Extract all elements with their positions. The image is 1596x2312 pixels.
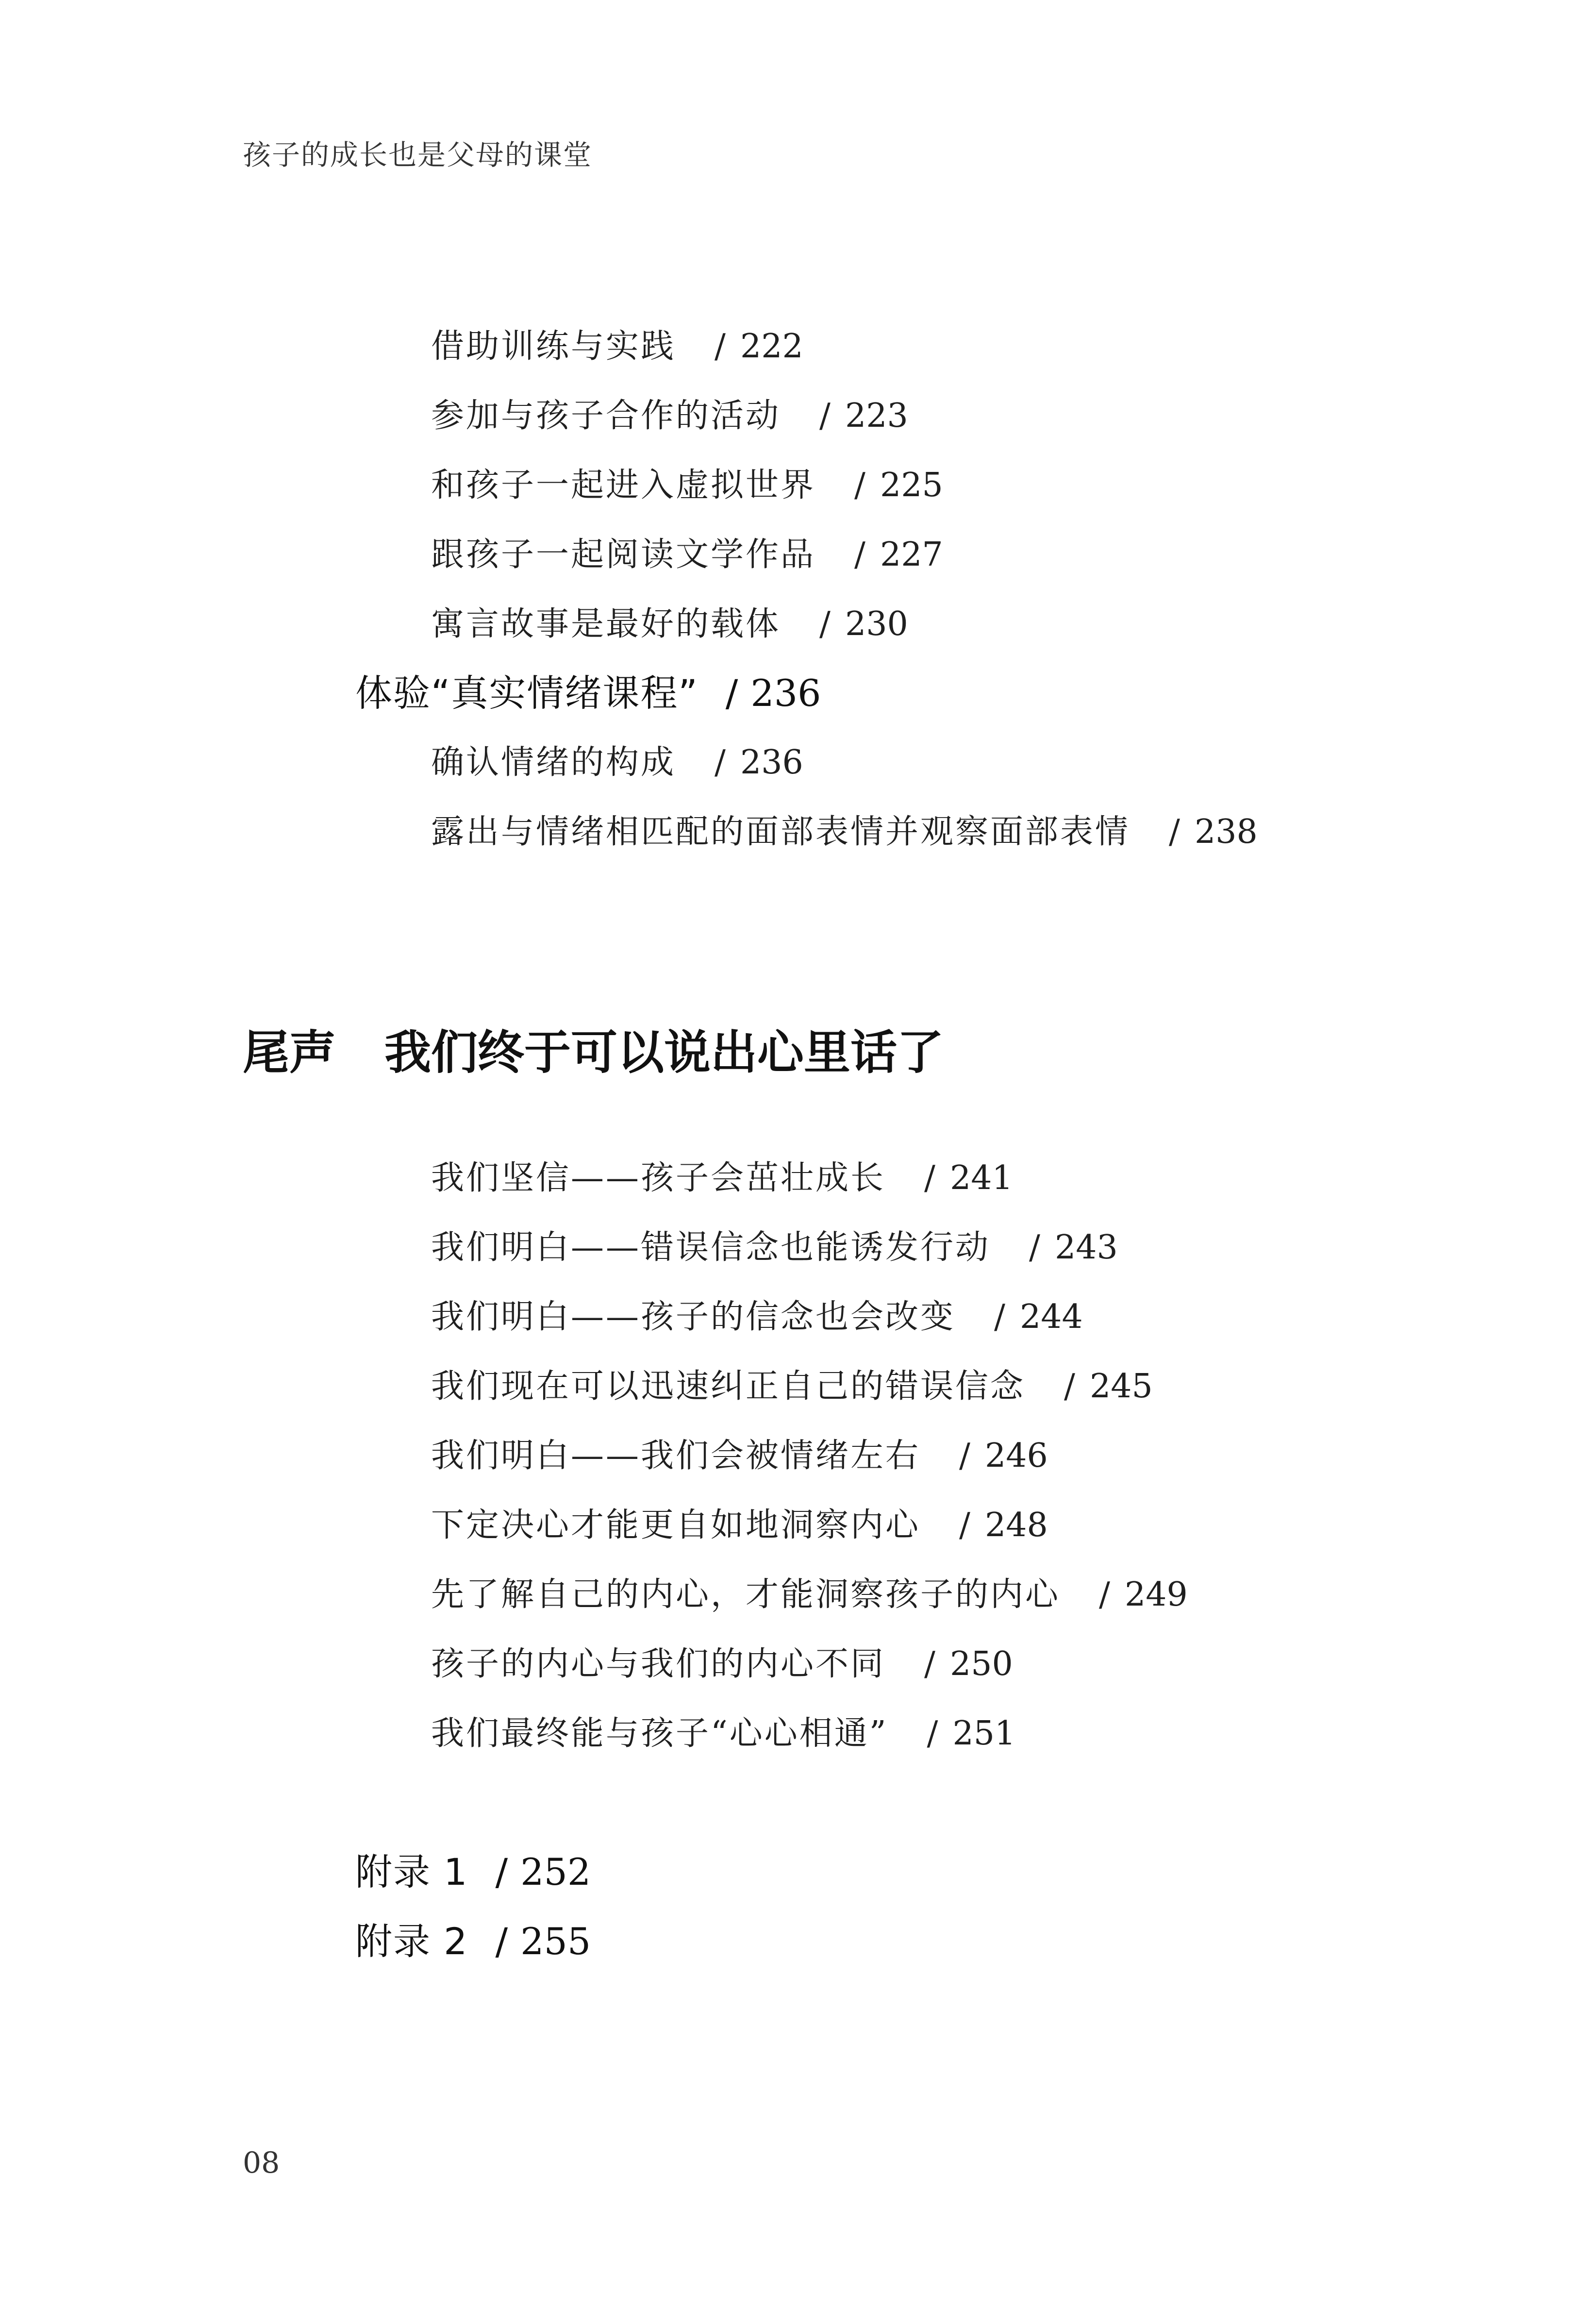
- toc-entry-separator: /: [819, 397, 831, 435]
- toc-entry: [431, 1228, 1118, 1267]
- toc-entry-title: 和孩子一起进入虚拟世界: [431, 466, 816, 504]
- toc-entry-separator: /: [959, 1437, 970, 1475]
- toc-entry-title: 下定决心才能更自如地洞察内心: [431, 1506, 921, 1544]
- toc-entry-separator: /: [927, 1714, 938, 1753]
- toc-entry-page: 230: [845, 605, 908, 643]
- toc-entry-title: 我们明白——孩子的信念也会改变: [431, 1298, 956, 1336]
- toc-entry-separator: /: [1099, 1575, 1110, 1614]
- toc-entry-title: 我们现在可以迅速纠正自己的错误信念: [431, 1367, 1026, 1406]
- toc-entry-page: 246: [984, 1437, 1048, 1475]
- toc-entry: [431, 1159, 1013, 1197]
- toc-entry-page: 245: [1089, 1367, 1153, 1406]
- chapter-label: 尾声: [243, 1025, 336, 1080]
- toc-entry-page: 255: [520, 1920, 591, 1963]
- toc-entry-title: 我们坚信——孩子会茁壮成长: [431, 1159, 886, 1197]
- toc-entry-title: 确认情绪的构成: [431, 743, 676, 782]
- toc-entry-page: 250: [949, 1645, 1013, 1683]
- toc-entry-page: 236: [740, 743, 803, 782]
- toc-appendix: [355, 1850, 591, 1893]
- toc-entry: [431, 536, 943, 574]
- toc-entry-page: 243: [1054, 1228, 1118, 1267]
- toc-entry-separator: /: [959, 1506, 970, 1544]
- toc-entry-title: 寓言故事是最好的载体: [431, 605, 781, 643]
- toc-entry-separator: /: [715, 327, 726, 366]
- toc-entry-separator: /: [1029, 1228, 1040, 1267]
- toc-entry: [431, 466, 943, 504]
- toc-entry-separator: /: [495, 1920, 508, 1963]
- toc-entry-title: 先了解自己的内心，才能洞察孩子的内心: [431, 1575, 1061, 1614]
- toc-subheading-title: 体验“真实情绪课程”: [355, 671, 698, 715]
- running-header: 孩子的成长也是父母的课堂: [243, 138, 593, 171]
- toc-entry: [431, 1714, 1016, 1753]
- toc-entry-title: 参加与孩子合作的活动: [431, 397, 781, 435]
- toc-subheading: [355, 671, 821, 715]
- toc-entry: [431, 1437, 1048, 1475]
- toc-entry-page: 223: [845, 397, 908, 435]
- toc-entry-title: 露出与情绪相匹配的面部表情并观察面部表情: [431, 813, 1130, 851]
- toc-entry-page: 248: [984, 1506, 1048, 1544]
- toc-entry-page: 236: [750, 671, 821, 715]
- toc-entry-page: 249: [1124, 1575, 1188, 1614]
- toc-entry-page: 222: [740, 327, 803, 366]
- toc-entry-separator: /: [725, 671, 738, 715]
- toc-entry-page: 225: [880, 466, 943, 504]
- toc-entry-separator: /: [924, 1159, 935, 1197]
- toc-entry-title: 跟孩子一起阅读文学作品: [431, 536, 816, 574]
- chapter-name: 我们终于可以说出心里话了: [384, 1025, 944, 1080]
- toc-entry: [431, 1645, 1013, 1683]
- toc-entry: [431, 327, 803, 366]
- toc-entry: [431, 1506, 1048, 1544]
- toc-entry-page: 241: [949, 1159, 1013, 1197]
- toc-entry: [431, 1298, 1083, 1336]
- toc-entry: [431, 397, 908, 435]
- toc-appendix-title: 附录 1: [355, 1850, 468, 1893]
- toc-entry-separator: /: [819, 605, 831, 643]
- toc-entry-separator: /: [854, 466, 865, 504]
- toc-entry: [431, 743, 803, 782]
- toc-entry-page: 227: [880, 536, 943, 574]
- toc-entry-separator: /: [495, 1850, 508, 1893]
- toc-entry-page: 244: [1019, 1298, 1083, 1336]
- toc-entry: [431, 605, 908, 643]
- toc-entry-separator: /: [715, 743, 726, 782]
- chapter-title: [243, 1016, 944, 1082]
- toc-entry-title: 我们最终能与孩子“心心相通”: [431, 1714, 888, 1753]
- toc-entry: [431, 813, 1258, 851]
- toc-entry-title: 借助训练与实践: [431, 327, 676, 366]
- toc-entry-separator: /: [854, 536, 865, 574]
- toc-entry: [431, 1575, 1188, 1614]
- toc-entry-title: 我们明白——错误信念也能诱发行动: [431, 1228, 991, 1267]
- toc-appendix-title: 附录 2: [355, 1920, 468, 1963]
- toc-entry-title: 我们明白——我们会被情绪左右: [431, 1437, 921, 1475]
- toc-entry-page: 251: [952, 1714, 1016, 1753]
- toc-entry-page: 238: [1194, 813, 1258, 851]
- toc-entry-separator: /: [1064, 1367, 1075, 1406]
- toc-entry: [431, 1367, 1153, 1406]
- toc-appendix: [355, 1920, 591, 1963]
- toc-entry-page: 252: [520, 1850, 591, 1893]
- toc-entry-separator: /: [1169, 813, 1180, 851]
- toc-entry-separator: /: [924, 1645, 935, 1683]
- toc-entry-title: 孩子的内心与我们的内心不同: [431, 1645, 886, 1683]
- toc-entry-separator: /: [994, 1298, 1005, 1336]
- page-number: 08: [243, 2146, 280, 2180]
